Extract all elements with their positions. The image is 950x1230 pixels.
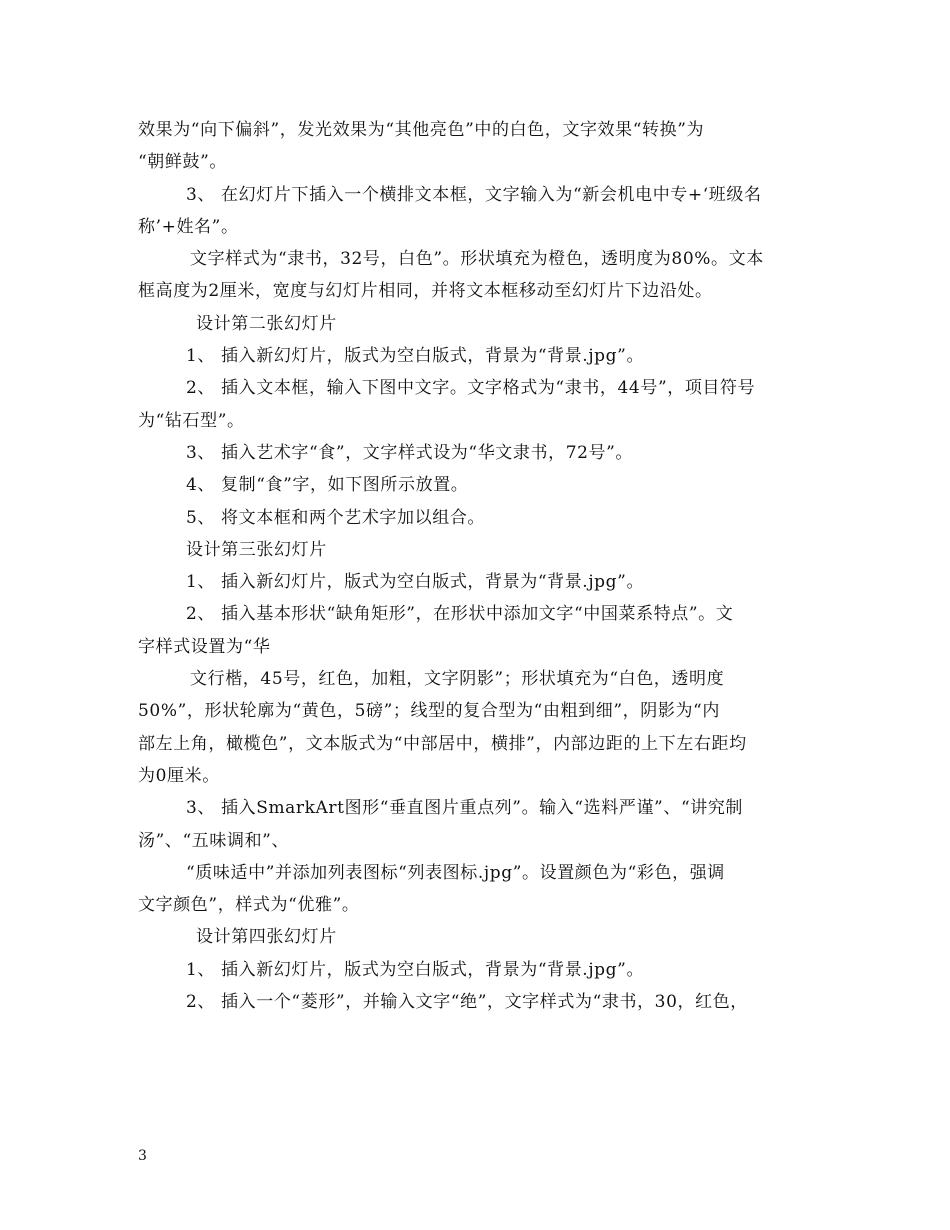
list-item: 2、 插入一个“菱形”，并输入文字“绝”，文字样式为“隶书，30，红色， — [186, 992, 748, 1013]
text-line: 框高度为2厘米，宽度与幻灯片相同，并将文本框移动至幻灯片下边沿处。 — [138, 281, 713, 302]
list-item: 1、 插入新幻灯片，版式为空白版式，背景为“背景.jpg”。 — [186, 959, 645, 980]
list-item: 3、 插入SmarkArt图形“垂直图片重点列”。输入“选料严谨”、“讲究制 — [186, 798, 744, 819]
section-heading: 设计第四张幻灯片 — [196, 927, 337, 948]
text-line: 部左上角，橄榄色”，文本版式为“中部居中，横排”，内部边距的上下左右距均 — [138, 733, 747, 754]
text-line: 为“钻石型”。 — [138, 410, 245, 431]
text-line: 文字样式为“隶书，32号，白色”。形状填充为橙色，透明度为80%。文本 — [190, 249, 764, 270]
text-line: 为0厘米。 — [138, 765, 220, 786]
text-line: 50%”，形状轮廓为“黄色，5磅”；线型的复合型为“由粗到细”，阴影为“内 — [138, 701, 720, 722]
text-line: 称’+姓名”。 — [138, 216, 239, 237]
section-heading: 设计第三张幻灯片 — [186, 539, 327, 560]
text-line: “朝鲜鼓”。 — [138, 152, 227, 173]
list-item: 2、 插入文本框，输入下图中文字。文字格式为“隶书，44号”，项目符号 — [186, 378, 756, 399]
text-line: 字样式设置为“华 — [138, 636, 271, 657]
list-item: 4、 复制“食”字，如下图所示放置。 — [186, 475, 469, 496]
list-item: 1、 插入新幻灯片，版式为空白版式，背景为“背景.jpg”。 — [186, 572, 645, 593]
text-line: 效果为“向下偏斜”，发光效果为“其他亮色”中的白色，文字效果“转换”为 — [138, 120, 705, 140]
list-item: 3、 插入艺术字“食”，文字样式设为“华文隶书，72号”。 — [186, 442, 634, 463]
page-number: 3 — [138, 1148, 147, 1164]
list-item: 3、 在幻灯片下插入一个横排文本框，文字输入为“新会机电中专+‘班级名 — [186, 184, 762, 205]
document-body — [138, 114, 818, 1018]
list-item: 2、 插入基本形状“缺角矩形”，在形状中添加文字“中国菜系特点”。文 — [186, 604, 734, 625]
text-line: “质味适中”并添加列表图标“列表图标.jpg”。设置颜色为“彩色，强调 — [186, 862, 725, 883]
text-line: 文字颜色”，样式为“优雅”。 — [138, 895, 360, 916]
list-item: 5、 将文本框和两个艺术字加以组合。 — [186, 507, 486, 528]
list-item: 1、 插入新幻灯片，版式为空白版式，背景为“背景.jpg”。 — [186, 346, 645, 367]
section-heading: 设计第二张幻灯片 — [196, 313, 337, 334]
text-line: 汤”、“五味调和”、 — [138, 830, 290, 851]
text-line: 文行楷，45号，红色，加粗，文字阴影”；形状填充为“白色，透明度 — [190, 669, 725, 690]
